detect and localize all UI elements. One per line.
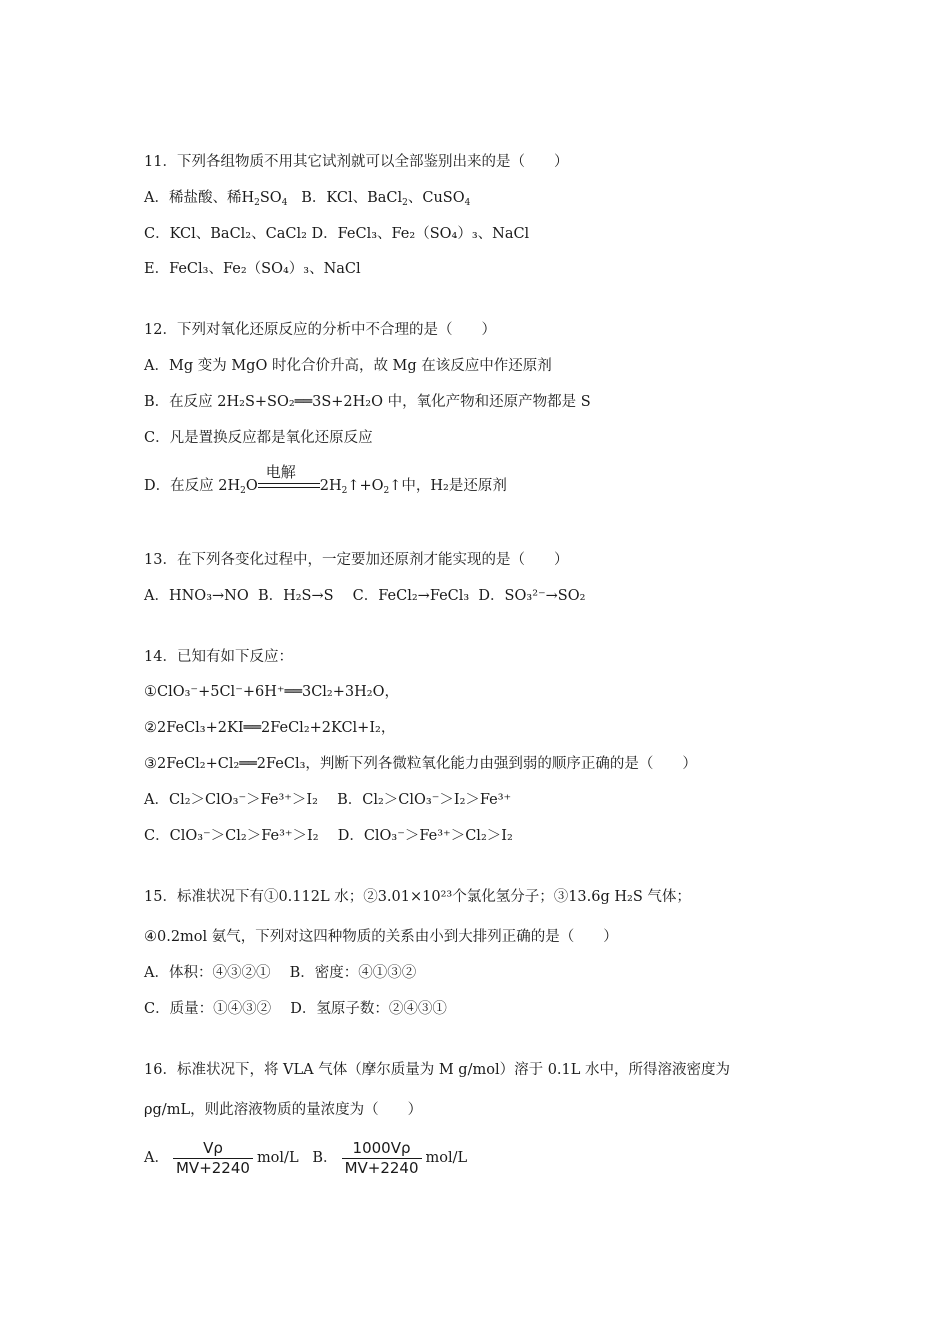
q13-options: A．HNO₃→NO B．H₂S→S C．FeCl₂→FeCl₃ D．SO₃²⁻→SO₂ (144, 588, 586, 604)
q16-option-a-label: A． (144, 1150, 169, 1166)
q14-reaction-2: ②2FeCl₃+2KI══2FeCl₂+2KCl+I₂， (144, 720, 396, 736)
q11-option-b: B．KCl、BaCl (301, 190, 403, 206)
q11-options-cd: C．KCl、BaCl₂、CaCl₂ D．FeCl₃、Fe₂（SO₄）₃、NaCl (144, 226, 530, 242)
q16-option-a-fraction (173, 1139, 253, 1178)
q15-stem-line1: 15．标准状况下有①0.112L 水；②3.01×10²³个氯化氢分子；③13.6g H₂S 气体； (144, 889, 691, 905)
q12-option-d-prefix: D．在反应 2H (144, 478, 241, 494)
q16-option-b-fraction (342, 1139, 422, 1178)
fraction-denominator: MV+2240 (173, 1158, 253, 1178)
q14-reaction-3: ③2FeCl₂+Cl₂══2FeCl₃，判断下列各微粒氧化能力由强到弱的顺序正确的是（ ） (144, 756, 697, 772)
q12-option-c: C．凡是置换反应都是氧化还原反应 (144, 430, 373, 446)
q16-options (144, 1137, 467, 1179)
q12-option-b: B．在反应 2H₂S+SO₂══3S+2H₂O 中，氧化产物和还原产物都是 S (144, 394, 591, 410)
q16-option-a-unit: mol/L (256, 1150, 299, 1166)
q13-stem: 13．在下列各变化过程中，一定要加还原剂才能实现的是（ ） (144, 552, 569, 568)
q15-stem-line2: ④0.2mol 氨气，下列对这四种物质的关系由小到大排列正确的是（ ） (144, 929, 618, 945)
q16-stem-line1: 16．标准状况下，将 VLA 气体（摩尔质量为 M g/mol）溶于 0.1L 水中，所得溶液密度为 (144, 1062, 730, 1078)
q14-stem: 14．已知有如下反应： (144, 649, 293, 665)
q11-stem: 11．下列各组物质不用其它试剂就可以全部鉴别出来的是（ ） (144, 154, 569, 170)
q12-stem: 12．下列对氧化还原反应的分析中不合理的是（ ） (144, 322, 496, 338)
fraction-numerator: 1000Vρ (352, 1138, 411, 1157)
q15-options-cd: C．质量：①④③② D．氢原子数：②④③① (144, 1001, 447, 1017)
electrolysis-equals-sign (258, 463, 320, 490)
q16-option-b-label: B． (312, 1150, 338, 1166)
q14-options-cd: C．ClO₃⁻＞Cl₂＞Fe³⁺＞I₂ D．ClO₃⁻＞Fe³⁺＞Cl₂＞I₂ (144, 828, 513, 844)
q16-stem-line2: ρg/mL，则此溶液物质的量浓度为（ ） (144, 1102, 423, 1118)
fraction-denominator: MV+2240 (342, 1158, 422, 1178)
q11-option-b-tail: 、CuSO (407, 190, 465, 206)
electrolysis-condition: 电解 (265, 463, 296, 481)
q15-options-ab: A．体积：④③②① B．密度：④①③② (144, 965, 417, 981)
q11-option-e: E．FeCl₃、Fe₂（SO₄）₃、NaCl (144, 261, 361, 277)
q12-option-d-suffix: ↑中，H₂是还原剂 (389, 478, 507, 494)
q11-options-ab: A．稀盐酸、稀$H_2SO_4$ B．KCl、BaCl$_2$、CuSO$_4$ (144, 190, 471, 208)
q12-option-d: D．在反应 $2H_2O$ 电解 $2H_2↑+O_2↑$中，H₂是还原剂 (144, 463, 507, 496)
q14-reaction-1: ①ClO₃⁻+5Cl⁻+6H⁺══3Cl₂+3H₂O， (144, 684, 399, 700)
q16-option-b-unit: mol/L (425, 1150, 468, 1166)
q14-options-ab: A．Cl₂＞ClO₃⁻＞Fe³⁺＞I₂ B．Cl₂＞ClO₃⁻＞I₂＞Fe³⁺ (144, 792, 512, 808)
q12-option-a: A．Mg 变为 MgO 时化合价升高，故 Mg 在该反应中作还原剂 (144, 358, 552, 374)
q11-option-a: A．稀盐酸、稀 (144, 190, 242, 206)
fraction-numerator: Vρ (203, 1138, 223, 1157)
